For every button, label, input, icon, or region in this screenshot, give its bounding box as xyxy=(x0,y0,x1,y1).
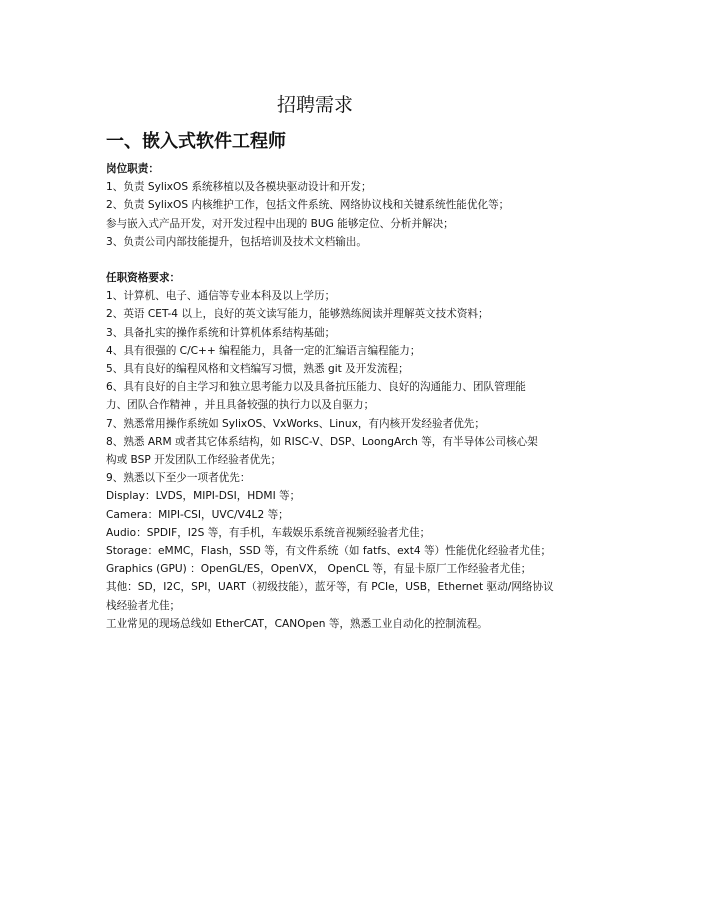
section-heading: 一、嵌入式软件工程师 xyxy=(106,131,286,152)
requirement-line: Audio：SPDIF，I2S 等，有手机，车载娱乐系统音视频经验者尤佳； xyxy=(106,526,431,539)
document-title: 招聘需求 xyxy=(276,94,353,116)
requirement-line: 9、熟悉以下至少一项者优先： xyxy=(106,472,251,485)
duties-section xyxy=(106,160,606,251)
duty-line: 1、负责 SylixOS 系统移植以及各模块驱动设计和开发； xyxy=(106,181,372,194)
requirement-line: 6、具有良好的自主学习和独立思考能力以及具备抗压能力、良好的沟通能力、团队管理能 xyxy=(106,381,526,394)
requirement-line: Graphics (GPU) ：OpenGL/ES，OpenVX， OpenCL 等，有显卡原厂工作经验者尤佳； xyxy=(106,563,532,576)
duty-line: 参与嵌入式产品开发，对开发过程中出现的 BUG 能够定位、分析并解决； xyxy=(106,217,454,230)
requirements-label: 任职资格要求： xyxy=(106,272,181,284)
requirement-line: 其他：SD，I2C，SPI，UART（初级技能），蓝牙等，有 PCIe，USB，Ethernet 驱动/网络协议 xyxy=(106,581,554,594)
duty-line: 2、负责 SylixOS 内核维护工作，包括文件系统、网络协议栈和关键系统性能优化等； xyxy=(106,199,510,212)
requirement-line: 构或 BSP 开发团队工作经验者优先； xyxy=(106,454,282,467)
requirement-line: 栈经验者尤佳； xyxy=(106,599,181,612)
duty-line: 3、负责公司内部技能提升，包括培训及技术文档输出。 xyxy=(106,235,367,248)
duties-label: 岗位职责： xyxy=(106,163,159,175)
requirement-line: 4、具有很强的 C/C++ 编程能力，具备一定的汇编语言编程能力； xyxy=(106,344,421,357)
requirement-line: 3、具备扎实的操作系统和计算机体系结构基础； xyxy=(106,326,336,339)
requirement-line: Storage：eMMC，Flash，SSD 等，有文件系统（如 fatfs、ext4 等）性能优化经验者尤佳； xyxy=(106,545,552,558)
requirement-line: 1、计算机、电子、通信等专业本科及以上学历； xyxy=(106,290,336,303)
requirements-section xyxy=(106,269,606,633)
requirement-line: 2、英语 CET-4 以上，良好的英文读写能力，能够熟练阅读并理解英文技术资料； xyxy=(106,308,489,321)
requirement-line: 力、团队合作精神 ，并且具备较强的执行力以及自驱力； xyxy=(106,399,375,412)
requirement-line: Camera：MIPI-CSI，UVC/V4L2 等； xyxy=(106,508,289,521)
requirement-line: 8、熟悉 ARM 或者其它体系结构，如 RISC-V、DSP、LoongArch 等，有半导体公司核心架 xyxy=(106,435,538,448)
requirement-line: Display：LVDS，MIPI-DSI，HDMI 等； xyxy=(106,490,301,503)
requirement-line: 5、具有良好的编程风格和文档编写习惯，熟悉 git 及开发流程； xyxy=(106,363,409,376)
requirement-line: 工业常见的现场总线如 EtherCAT，CANOpen 等，熟悉工业自动化的控制流程。 xyxy=(106,617,488,630)
requirement-line: 7、熟悉常用操作系统如 SylixOS、VxWorks、Linux，有内核开发经验者优先； xyxy=(106,417,485,430)
